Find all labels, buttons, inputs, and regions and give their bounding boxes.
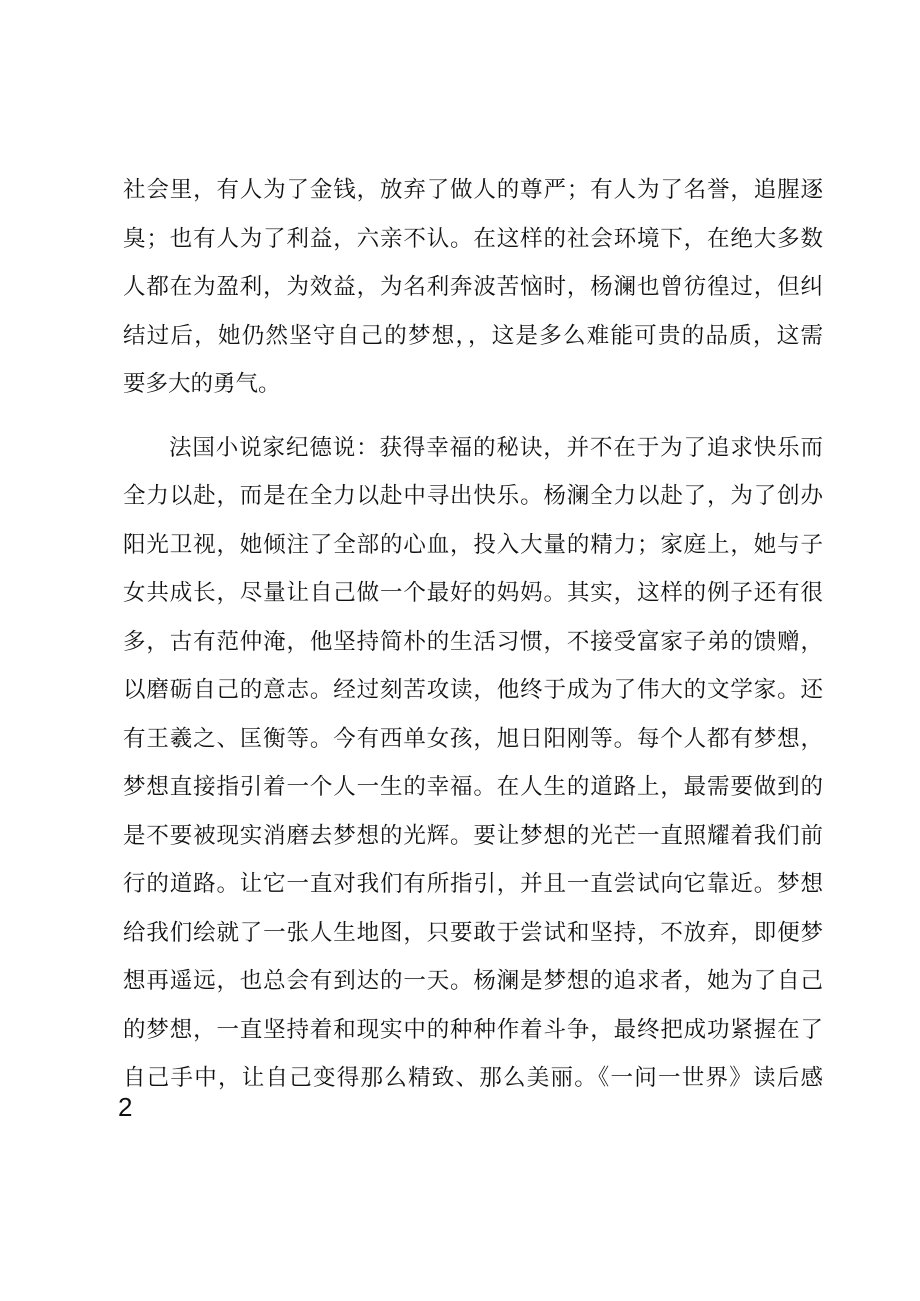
text-line: 女共成长，尽量让自己做一个最好的妈妈。其实，这样的例子还有很 [123, 580, 823, 606]
paragraph-gap [123, 409, 823, 424]
text-line: 法国小说家纪德说：获得幸福的秘诀，并不在于为了追求快乐而 [169, 434, 823, 461]
text-line: 社会里，有人为了金钱，放弃了做人的尊严；有人为了名誉，追腥逐 [123, 177, 823, 203]
text-line: 自己手中，让自己变得那么精致、那么美丽。《一问一世界》读后感 [123, 1065, 823, 1091]
paragraph-2 [123, 424, 823, 1103]
text-line: 行的道路。让它一直对我们有所指引，并且一直尝试向它靠近。梦想 [123, 871, 823, 897]
text-line: 有王羲之、匡衡等。今有西单女孩，旭日阳刚等。每个人都有梦想， [123, 725, 823, 752]
text-line: 臭；也有人为了利益，六亲不认。在这样的社会环境下，在绝大多数 [123, 225, 823, 252]
body-text [123, 166, 823, 1103]
text-line: 想再遥远，也总会有到达的一天。杨澜是梦想的追求者，她为了自己 [123, 968, 823, 994]
text-line: 阳光卫视，她倾注了全部的心血，投入大量的精力；家庭上，她与子 [123, 531, 823, 558]
page-number: 2 [118, 1092, 133, 1122]
text-line: 的梦想，一直坚持着和现实中的种种作着斗争，最终把成功紧握在了 [123, 1016, 823, 1043]
text-line: 给我们绘就了一张人生地图，只要敢于尝试和坚持，不放弃，即便梦 [123, 919, 823, 946]
text-line: 要多大的勇气。 [123, 371, 281, 397]
text-line: 全力以赴，而是在全力以赴中寻出快乐。杨澜全力以赴了，为了创办 [123, 483, 823, 509]
text-line: 梦想直接指引着一个人一生的幸福。在人生的道路上，最需要做到的 [123, 774, 823, 800]
text-line: 多，古有范仲淹，他坚持简朴的生活习惯，不接受富家子弟的馈赠， [123, 628, 823, 655]
text-line: 是不要被现实消磨去梦想的光辉。要让梦想的光芒一直照耀着我们前 [123, 822, 823, 849]
text-line: 结过后，她仍然坚守自己的梦想，，这是多么难能可贵的品质，这需 [123, 322, 823, 349]
paragraph-1 [123, 166, 823, 409]
text-line: 以磨砺自己的意志。经过刻苦攻读，他终于成为了伟大的文学家。还 [123, 677, 823, 703]
text-line: 人都在为盈利，为效益，为名利奔波苦恼时，杨澜也曾彷徨过，但纠 [123, 274, 823, 300]
